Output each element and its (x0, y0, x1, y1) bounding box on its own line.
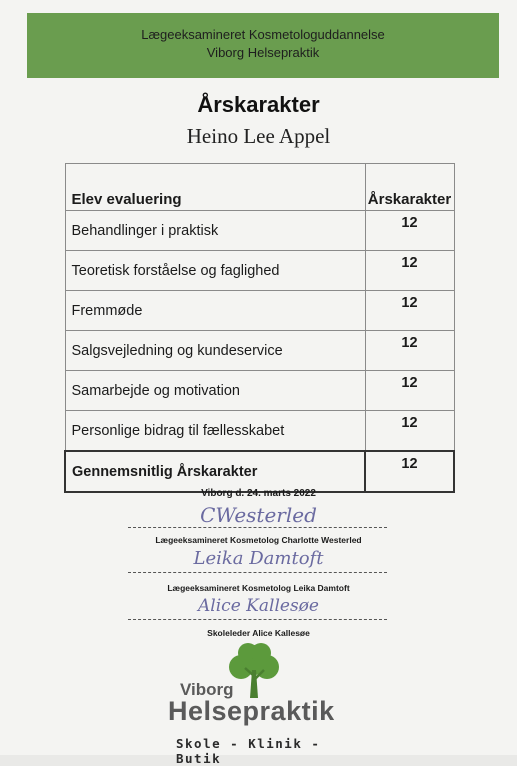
grade-cell: 12 (365, 211, 454, 251)
logo-tagline: Skole - Klinik - Butik (176, 736, 321, 766)
subject-cell: Samarbejde og motivation (65, 371, 365, 411)
place-date: Viborg d. 24. marts 2022 (201, 488, 316, 499)
school-logo (168, 640, 358, 766)
subject-cell: Fremmøde (65, 291, 365, 331)
average-row (65, 451, 454, 492)
document-title: Årskarakter (197, 92, 320, 117)
logo-name: Helsepraktik (168, 696, 335, 726)
subject-cell: Teoretisk forståelse og faglighed (65, 251, 365, 291)
subject-cell: Salgsvejledning og kundeservice (65, 331, 365, 371)
header-banner (27, 13, 499, 78)
grade-cell: 12 (365, 251, 454, 291)
grade-cell: 12 (365, 291, 454, 331)
table-row (65, 411, 454, 452)
table-row (65, 211, 454, 251)
table-row (65, 291, 454, 331)
logo-city: Viborg (180, 680, 234, 699)
column-header-subject: Elev evaluering (65, 164, 365, 211)
column-header-grade: Årskarakter (365, 164, 454, 211)
table-row (65, 331, 454, 371)
signature-handwriting: CWesterled (200, 503, 317, 527)
signature-handwriting: Leika Damtoft (193, 548, 324, 569)
signature-handwriting: Alice Kallesøe (198, 596, 319, 616)
signature-line (128, 527, 387, 529)
signature-caption: Lægeeksamineret Kosmetolog Leika Damtoft (167, 583, 350, 593)
table-row (65, 371, 454, 411)
grade-cell: 12 (365, 411, 454, 452)
grade-cell: 12 (365, 331, 454, 371)
signature-line (128, 572, 387, 574)
header-line-2: Viborg Helsepraktik (206, 45, 320, 60)
student-name: Heino Lee Appel (186, 124, 331, 148)
average-label: Gennemsnitlig Årskarakter (65, 451, 365, 492)
signature-caption: Lægeeksamineret Kosmetolog Charlotte Westerled (155, 535, 362, 545)
grade-table-header (65, 164, 454, 211)
grade-cell: 12 (365, 371, 454, 411)
subject-cell: Personlige bidrag til fællesskabet (65, 411, 365, 452)
average-grade: 12 (365, 451, 454, 492)
subject-cell: Behandlinger i praktisk (65, 211, 365, 251)
signature-caption: Skoleleder Alice Kallesøe (207, 628, 310, 638)
signature-line (128, 619, 387, 621)
grade-table (64, 163, 455, 493)
table-row (65, 251, 454, 291)
header-line-1: Lægeeksamineret Kosmetologuddannelse (141, 27, 385, 42)
